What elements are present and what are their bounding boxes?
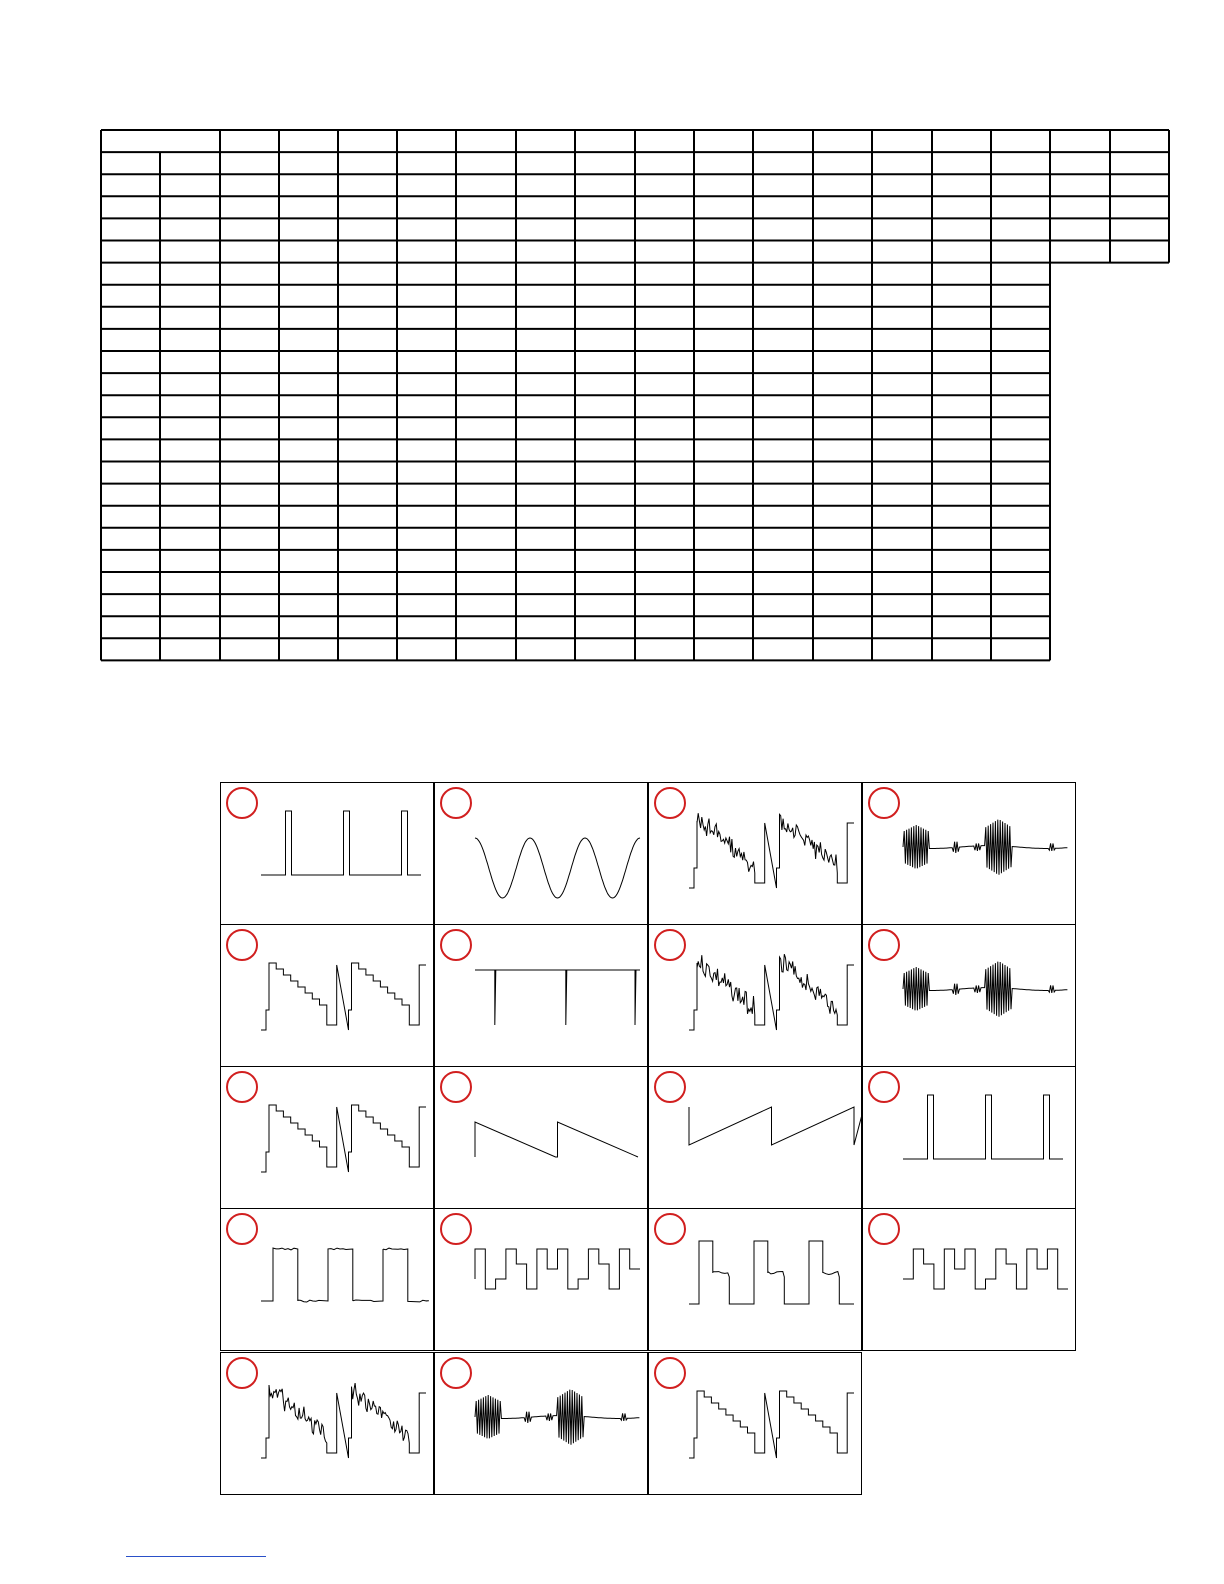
waveform-panel <box>648 1352 862 1495</box>
waveform-panel <box>434 782 648 925</box>
waveform-panel <box>220 1208 434 1351</box>
answer-circle-marker[interactable] <box>654 787 686 819</box>
footer-rule <box>126 1556 266 1557</box>
waveform-line <box>689 1391 854 1458</box>
waveform-panel <box>220 782 434 925</box>
waveform-line <box>689 1241 854 1304</box>
answer-circle-marker[interactable] <box>440 929 472 961</box>
waveform-panel <box>434 1066 648 1209</box>
waveform-panel <box>220 1352 434 1495</box>
answer-circle-marker[interactable] <box>868 929 900 961</box>
blank-data-table <box>0 0 1224 700</box>
waveform-line <box>475 1122 638 1157</box>
waveform-panel <box>648 1066 862 1209</box>
answer-circle-marker[interactable] <box>654 1357 686 1389</box>
waveform-line <box>689 1107 863 1145</box>
waveform-panel <box>434 1208 648 1351</box>
answer-circle-marker[interactable] <box>226 1071 258 1103</box>
waveform-line <box>261 963 426 1030</box>
waveform-panel <box>434 1352 648 1495</box>
waveform-line <box>903 962 1067 1017</box>
waveform-line <box>475 970 640 1025</box>
waveform-line <box>475 1390 639 1445</box>
answer-circle-marker[interactable] <box>440 787 472 819</box>
answer-circle-marker[interactable] <box>440 1357 472 1389</box>
waveform-panel <box>434 924 648 1067</box>
answer-circle-marker[interactable] <box>440 1213 472 1245</box>
answer-circle-marker[interactable] <box>868 787 900 819</box>
waveform-panel <box>220 1066 434 1209</box>
answer-circle-marker[interactable] <box>654 1071 686 1103</box>
answer-circle-marker[interactable] <box>868 1071 900 1103</box>
waveform-line <box>903 1095 1063 1159</box>
waveform-panel <box>220 924 434 1067</box>
answer-circle-marker[interactable] <box>226 787 258 819</box>
waveform-panel <box>648 924 862 1067</box>
waveform-line <box>903 820 1067 875</box>
waveform-line <box>261 1383 426 1458</box>
waveform-panel <box>862 924 1076 1067</box>
answer-circle-marker[interactable] <box>654 1213 686 1245</box>
answer-circle-marker[interactable] <box>226 1357 258 1389</box>
waveform-panel <box>648 782 862 925</box>
waveform-panel <box>648 1208 862 1351</box>
answer-circle-marker[interactable] <box>440 1071 472 1103</box>
waveform-line <box>903 1249 1068 1289</box>
waveform-line <box>689 813 854 888</box>
answer-circle-marker[interactable] <box>226 929 258 961</box>
answer-circle-marker[interactable] <box>226 1213 258 1245</box>
waveform-line <box>475 1249 640 1289</box>
waveform-line <box>689 954 854 1030</box>
waveform-panel <box>862 1208 1076 1351</box>
waveform-line <box>261 811 421 875</box>
waveform-line <box>261 1105 426 1172</box>
waveform-line <box>261 1248 429 1302</box>
answer-circle-marker[interactable] <box>654 929 686 961</box>
waveform-panel <box>862 1066 1076 1209</box>
waveform-panel <box>862 782 1076 925</box>
waveform-line <box>475 838 640 898</box>
answer-circle-marker[interactable] <box>868 1213 900 1245</box>
